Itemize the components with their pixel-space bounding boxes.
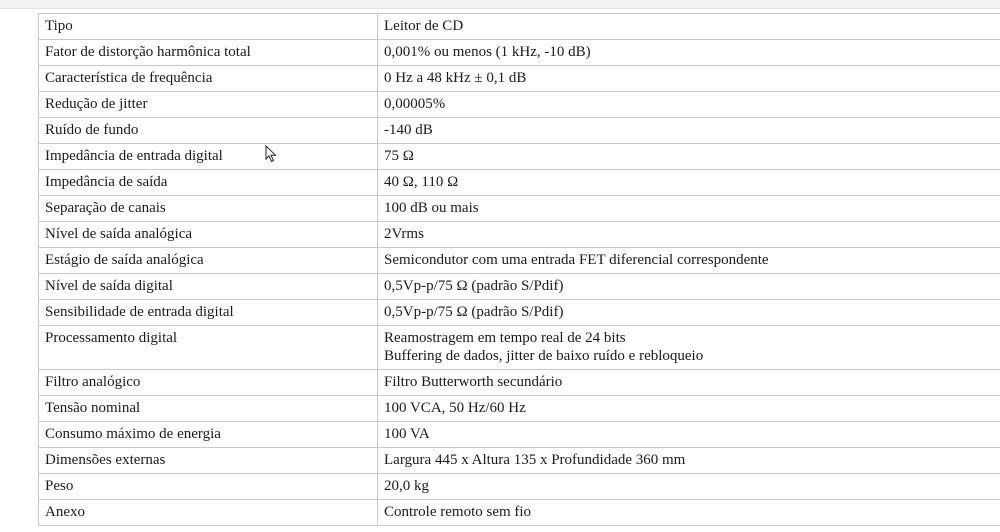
spec-row [39, 14, 1000, 40]
spec-value-line: 0,5Vp-p/75 Ω (padrão S/Pdif) [384, 304, 564, 320]
spec-row [39, 40, 1000, 66]
spec-value [378, 40, 1000, 66]
spec-label: Tipo [39, 14, 378, 40]
spec-value-line: 100 VA [384, 426, 430, 442]
spec-row [39, 448, 1000, 474]
spec-value [378, 396, 1000, 422]
spec-value [378, 14, 1000, 40]
spec-value [378, 500, 1000, 526]
spec-value-line: Largura 445 x Altura 135 x Profundidade 360 mm [384, 452, 686, 468]
spec-row [39, 118, 1000, 144]
spec-label: Peso [39, 474, 378, 500]
spec-value [378, 118, 1000, 144]
spec-value-line: 2Vrms [384, 226, 424, 242]
spec-label: Impedância de saída [39, 170, 378, 196]
page-top-border [0, 0, 1000, 9]
spec-label: Sensibilidade de entrada digital [39, 300, 378, 326]
spec-value [378, 370, 1000, 396]
spec-value-line: 0,00005% [384, 96, 446, 112]
spec-label: Tensão nominal [39, 396, 378, 422]
spec-label: Ruído de fundo [39, 118, 378, 144]
spec-value-line: Controle remoto sem fio [384, 504, 532, 520]
spec-value-line: 0,001% ou menos (1 kHz, -10 dB) [384, 44, 591, 60]
spec-label: Filtro analógico [39, 370, 378, 396]
spec-row [39, 326, 1000, 370]
spec-value-line: Leitor de CD [384, 18, 464, 34]
spec-value-line: Buffering de dados, jitter de baixo ruído e rebloqueio [384, 348, 704, 364]
spec-value [378, 422, 1000, 448]
spec-label: Dimensões externas [39, 448, 378, 474]
spec-value [378, 196, 1000, 222]
spec-value [378, 66, 1000, 92]
spec-value-line: 100 dB ou mais [384, 200, 479, 216]
spec-value-line: Semicondutor com uma entrada FET diferencial correspondente [384, 252, 769, 268]
spec-label: Fator de distorção harmônica total [39, 40, 378, 66]
spec-value [378, 326, 1000, 370]
spec-row [39, 222, 1000, 248]
spec-value-line: 0,5Vp-p/75 Ω (padrão S/Pdif) [384, 278, 564, 294]
spec-row [39, 474, 1000, 500]
spec-value-line: 20,0 kg [384, 478, 429, 494]
spec-label: Consumo máximo de energia [39, 422, 378, 448]
spec-value [378, 474, 1000, 500]
spec-label: Redução de jitter [39, 92, 378, 118]
spec-value [378, 300, 1000, 326]
spec-value-line: 0 Hz a 48 kHz ± 0,1 dB [384, 70, 527, 86]
spec-value-line: 75 Ω [384, 148, 414, 164]
spec-label: Nível de saída digital [39, 274, 378, 300]
spec-value-line: Filtro Butterworth secundário [384, 374, 563, 390]
spec-label: Característica de frequência [39, 66, 378, 92]
spec-value [378, 92, 1000, 118]
spec-row [39, 300, 1000, 326]
spec-label: Impedância de entrada digital [39, 144, 378, 170]
spec-row [39, 144, 1000, 170]
spec-label: Separação de canais [39, 196, 378, 222]
spec-label: Nível de saída analógica [39, 222, 378, 248]
spec-value-line: 100 VCA, 50 Hz/60 Hz [384, 400, 526, 416]
spec-value [378, 448, 1000, 474]
spec-row [39, 274, 1000, 300]
spec-label: Estágio de saída analógica [39, 248, 378, 274]
specifications-table-body [39, 14, 1000, 526]
spec-row [39, 370, 1000, 396]
spec-value [378, 144, 1000, 170]
spec-row [39, 196, 1000, 222]
spec-value [378, 222, 1000, 248]
spec-row [39, 66, 1000, 92]
spec-row [39, 170, 1000, 196]
specifications-table [38, 13, 1000, 526]
spec-row [39, 422, 1000, 448]
spec-label: Processamento digital [39, 326, 378, 370]
spec-row [39, 248, 1000, 274]
spec-row [39, 500, 1000, 526]
spec-value [378, 248, 1000, 274]
spec-value [378, 170, 1000, 196]
spec-row [39, 92, 1000, 118]
spec-value-line: -140 dB [384, 122, 433, 138]
spec-value-line: 40 Ω, 110 Ω [384, 174, 459, 190]
spec-value [378, 274, 1000, 300]
spec-row [39, 396, 1000, 422]
spec-value-line: Reamostragem em tempo real de 24 bits [384, 330, 626, 346]
spec-label: Anexo [39, 500, 378, 526]
